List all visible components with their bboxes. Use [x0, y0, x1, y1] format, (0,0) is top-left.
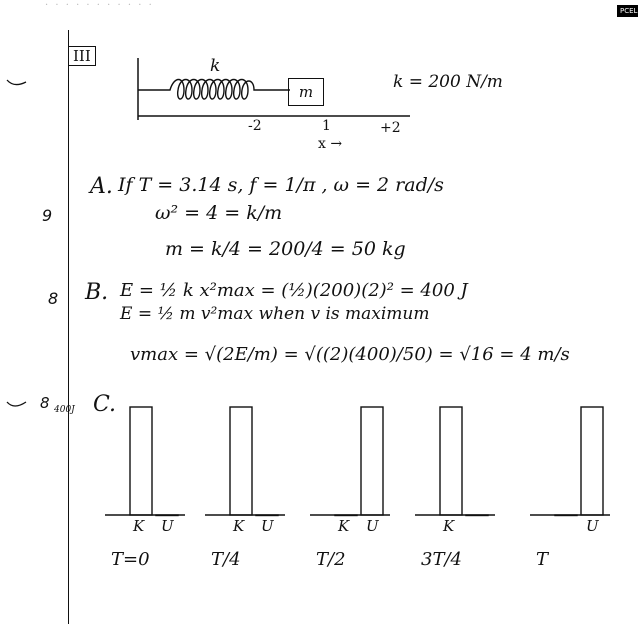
axis-tick-center: 1 — [322, 118, 331, 134]
part-a-line2: ω² = 4 = k/m — [155, 202, 283, 224]
potential-label: U — [261, 517, 274, 535]
potential-energy-bar — [361, 407, 383, 515]
part-b-line2: E = ½ m v²max when v is maximum — [120, 304, 430, 324]
part-c-grade-note: 400J — [54, 405, 75, 415]
mass-box: m — [288, 78, 324, 106]
potential-label: U — [161, 517, 174, 535]
kinetic-energy-bar — [335, 515, 357, 516]
kinetic-energy-bar — [130, 407, 152, 515]
kinetic-label: K — [233, 517, 245, 535]
part-c-label: C. — [93, 392, 117, 417]
time-label: T/4 — [211, 549, 241, 570]
potential-energy-bar — [256, 515, 278, 516]
kinetic-label: K — [133, 517, 145, 535]
axis-label: x → — [318, 136, 343, 152]
corner-tag: PCEL — [617, 5, 638, 17]
part-b-line3: vmax = √(2E/m) = √((2)(400)/50) = √16 = 4 m/s — [130, 344, 570, 365]
potential-energy-bar — [581, 407, 603, 515]
potential-energy-bar — [466, 515, 488, 516]
axis-tick-right: +2 — [380, 120, 401, 136]
kinetic-energy-bar — [440, 407, 462, 515]
potential-label: U — [366, 517, 379, 535]
spring-constant: k = 200 N/m — [393, 72, 503, 92]
problem-number: III — [68, 46, 96, 66]
time-label: 3T/4 — [421, 549, 462, 570]
part-a-line1: If T = 3.14 s, f = 1/π , ω = 2 rad/s — [118, 174, 444, 196]
kinetic-label: K — [338, 517, 350, 535]
kinetic-energy-bar — [230, 407, 252, 515]
kinetic-label: K — [443, 517, 455, 535]
kinetic-energy-bar — [555, 515, 577, 516]
part-a-line3: m = k/4 = 200/4 = 50 kg — [165, 238, 406, 260]
spring-label: k — [210, 56, 221, 76]
time-label: T — [536, 549, 549, 570]
time-label: T=0 — [111, 549, 150, 570]
potential-label: U — [586, 517, 599, 535]
part-b-line1: E = ½ k x²max = (½)(200)(2)² = 400 J — [120, 280, 468, 301]
part-b-label: B. — [85, 280, 109, 305]
part-a-label: A. — [90, 174, 113, 199]
part-a-grade: 9 — [42, 206, 53, 225]
time-label: T/2 — [316, 549, 346, 570]
scan-header-noise: · · · · · · · · · · · — [45, 0, 154, 11]
axis-tick-left: -2 — [248, 118, 262, 134]
part-c-grade: 8 — [40, 394, 50, 412]
part-b-grade: 8 — [48, 289, 59, 308]
potential-energy-bar — [156, 515, 178, 516]
